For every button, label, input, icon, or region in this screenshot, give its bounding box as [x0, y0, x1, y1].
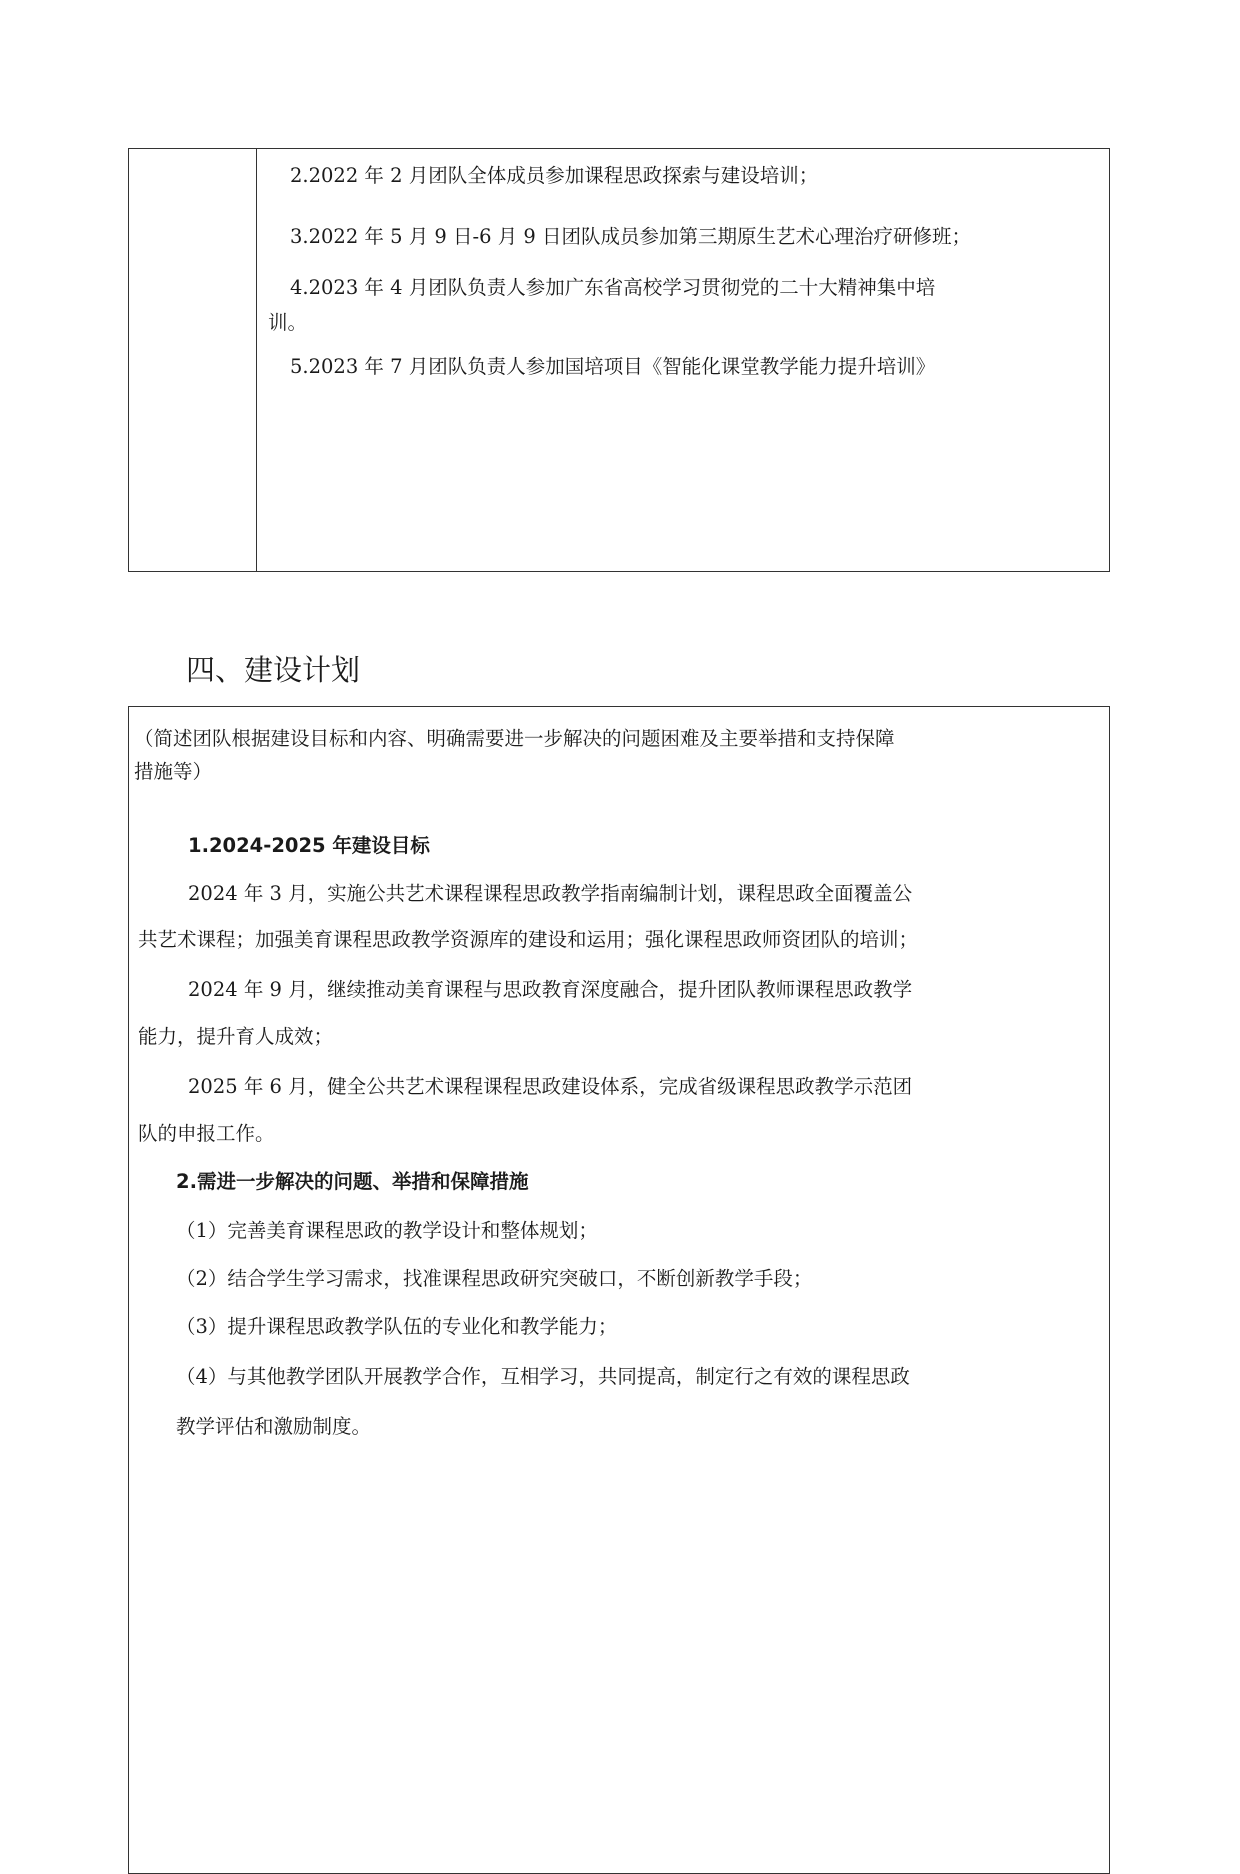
- measure-item: （1）完善美育课程思政的教学设计和整体规划；: [176, 1219, 598, 1242]
- goal-line: 2025 年 6 月，健全公共艺术课程课程思政建设体系，完成省级课程思政教学示范团: [188, 1075, 913, 1098]
- goal-line: 2024 年 9 月，继续推动美育课程与思政教育深度融合，提升团队教师课程思政教学: [188, 978, 913, 1001]
- goal-heading: 1.2024-2025 年建设目标: [188, 834, 430, 857]
- training-item-2: 2.2022 年 2 月团队全体成员参加课程思政探索与建设培训；: [290, 164, 819, 187]
- measure-item: （2）结合学生学习需求，找准课程思政研究突破口，不断创新教学手段；: [176, 1267, 813, 1290]
- plan-intro-line-1: （简述团队根据建设目标和内容、明确需要进一步解决的问题困难及主要举措和支持保障: [134, 727, 895, 750]
- goal-line: 共艺术课程；加强美育课程思政教学资源库的建设和运用；强化课程思政师资团队的培训；: [138, 928, 919, 951]
- training-item-3: 3.2022 年 5 月 9 日-6 月 9 日团队成员参加第三期原生艺术心理治疗研修班；: [290, 225, 972, 248]
- measures-heading: 2.需进一步解决的问题、举措和保障措施: [176, 1170, 529, 1193]
- measure-item-cont: 教学评估和激励制度。: [176, 1415, 372, 1438]
- measure-item: （3）提升课程思政教学队伍的专业化和教学能力；: [176, 1315, 618, 1338]
- plan-intro-line-2: 措施等）: [134, 760, 213, 783]
- goal-line: 队的申报工作。: [138, 1122, 275, 1145]
- goal-line: 2024 年 3 月，实施公共艺术课程课程思政教学指南编制计划，课程思政全面覆盖公: [188, 882, 913, 905]
- training-item-4: 4.2023 年 4 月团队负责人参加广东省高校学习贯彻党的二十大精神集中培: [290, 276, 936, 299]
- section-title: 四、建设计划: [186, 653, 361, 687]
- table-column-divider: [256, 149, 257, 571]
- measure-item: （4）与其他教学团队开展教学合作，互相学习，共同提高，制定行之有效的课程思政: [176, 1365, 910, 1388]
- goal-line: 能力，提升育人成效；: [138, 1025, 334, 1048]
- training-item-4-cont: 训。: [268, 311, 308, 334]
- training-item-5: 5.2023 年 7 月团队负责人参加国培项目《智能化课堂教学能力提升培训》: [290, 355, 936, 378]
